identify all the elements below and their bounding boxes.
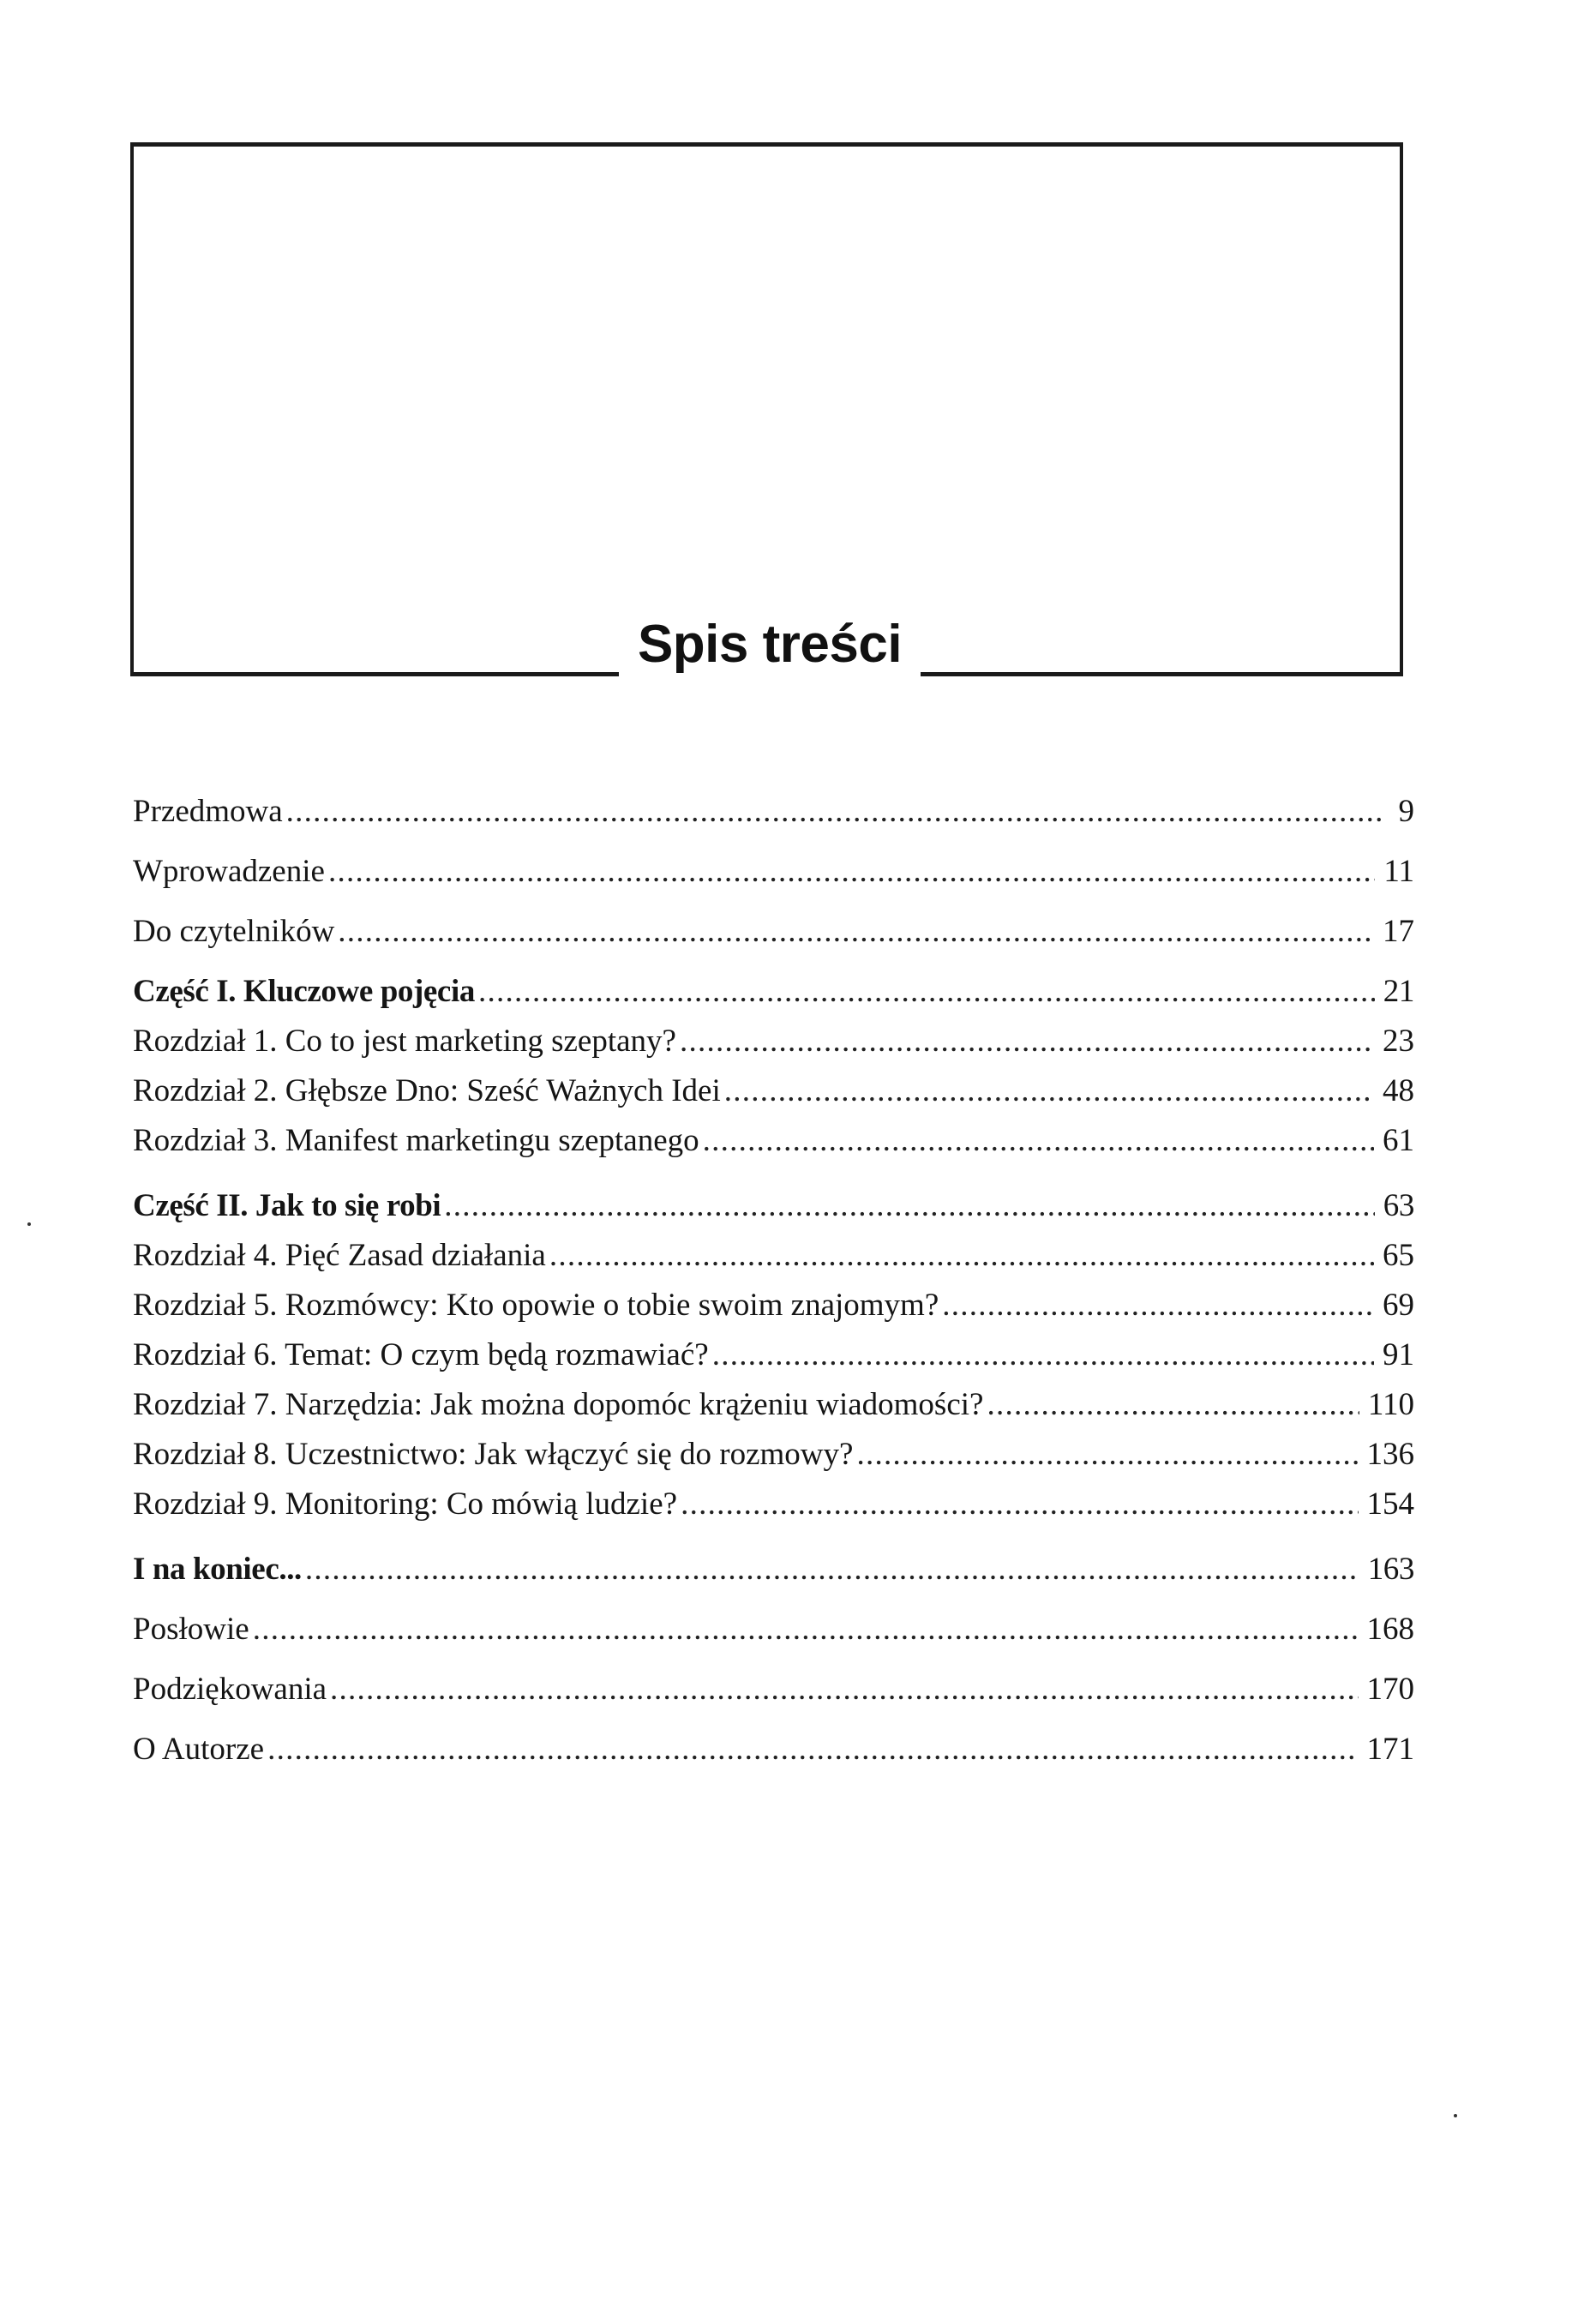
toc-entry-do-czytelnikow[interactable]: [133, 907, 1414, 957]
toc-entry-page: 110: [1367, 1387, 1414, 1422]
toc-entry-label: Rozdział 2. Głębsze Dno: Sześć Ważnych Idei: [133, 1073, 721, 1108]
toc-entry-label: Wprowadzenie: [133, 854, 325, 889]
toc-entry-rozdzial-5[interactable]: [133, 1281, 1414, 1330]
toc-entry-label: Rozdział 6. Temat: O czym będą rozmawiać?: [133, 1337, 709, 1372]
toc-entry-rozdzial-6[interactable]: [133, 1330, 1414, 1380]
page-title: Spis treści: [637, 615, 903, 674]
toc-entry-label: Rozdział 5. Rozmówcy: Kto opowie o tobie swoim znajomym?: [133, 1288, 939, 1323]
dot-leader: [305, 1545, 1359, 1594]
toc-entry-czesc-2[interactable]: [133, 1181, 1414, 1231]
toc-entry-page: 171: [1366, 1732, 1414, 1767]
dot-leader: [253, 1605, 1359, 1654]
dot-leader: [987, 1380, 1359, 1430]
toc-entry-page: 65: [1383, 1238, 1414, 1273]
toc-entry-page: 11: [1383, 854, 1414, 889]
toc-part-label: Część I. Kluczowe pojęcia: [133, 974, 475, 1009]
toc-entry-i-na-koniec[interactable]: [133, 1545, 1414, 1594]
table-of-contents: [133, 787, 1414, 1775]
toc-entry-wprowadzenie[interactable]: [133, 847, 1414, 897]
dot-leader: [267, 1725, 1358, 1775]
title-box-bottom-border-left: [130, 672, 619, 676]
toc-entry-page: 170: [1366, 1672, 1414, 1707]
dot-leader: [724, 1066, 1374, 1116]
toc-entry-rozdzial-4[interactable]: [133, 1231, 1414, 1281]
toc-entry-page: 136: [1366, 1437, 1414, 1472]
dot-leader: [681, 1480, 1358, 1529]
toc-entry-label: Rozdział 1. Co to jest marketing szeptany?: [133, 1024, 676, 1059]
toc-entry-rozdzial-9[interactable]: [133, 1480, 1414, 1529]
toc-entry-label: Rozdział 8. Uczestnictwo: Jak włączyć się do rozmowy?: [133, 1437, 854, 1472]
dot-leader: [338, 907, 1374, 957]
toc-entry-podziekowania[interactable]: [133, 1665, 1414, 1714]
toc-entry-label: Posłowie: [133, 1612, 249, 1647]
scan-speck: [1454, 2114, 1457, 2117]
toc-entry-poslowie[interactable]: [133, 1605, 1414, 1654]
toc-entry-page: 163: [1367, 1552, 1414, 1587]
toc-entry-page: 21: [1383, 974, 1414, 1009]
toc-entry-rozdzial-2[interactable]: [133, 1066, 1414, 1116]
toc-entry-label: O Autorze: [133, 1732, 265, 1767]
dot-leader: [942, 1281, 1374, 1330]
toc-entry-page: 154: [1366, 1486, 1414, 1522]
toc-entry-rozdzial-8[interactable]: [133, 1430, 1414, 1480]
toc-entry-label: Przedmowa: [133, 794, 283, 829]
dot-leader: [444, 1181, 1375, 1231]
toc-entry-o-autorze[interactable]: [133, 1725, 1414, 1775]
toc-entry-page: 9: [1398, 794, 1414, 829]
dot-leader: [330, 1665, 1358, 1714]
dot-leader: [478, 967, 1375, 1017]
toc-part-label: Część II. Jak to się robi: [133, 1188, 441, 1223]
toc-entry-page: 23: [1383, 1024, 1414, 1059]
title-box-top-border: [130, 142, 1403, 147]
toc-entry-label: Podziękowania: [133, 1672, 327, 1707]
toc-entry-page: 168: [1366, 1612, 1414, 1647]
dot-leader: [549, 1231, 1374, 1281]
dot-leader: [680, 1017, 1374, 1066]
toc-part-label: I na koniec...: [133, 1552, 302, 1587]
dot-leader: [286, 787, 1382, 837]
toc-entry-page: 61: [1383, 1123, 1414, 1158]
toc-entry-page: 69: [1383, 1288, 1414, 1323]
dot-leader: [856, 1430, 1358, 1480]
title-box: [130, 142, 1403, 676]
title-box-left-border: [130, 142, 134, 676]
toc-entry-label: Rozdział 9. Monitoring: Co mówią ludzie?: [133, 1486, 678, 1522]
dot-leader: [703, 1116, 1374, 1166]
toc-entry-label: Rozdział 7. Narzędzia: Jak można dopomóc krążeniu wiadomości?: [133, 1387, 984, 1422]
toc-entry-rozdzial-7[interactable]: [133, 1380, 1414, 1430]
title-box-bottom-border-right: [921, 672, 1403, 676]
toc-entry-czesc-1[interactable]: [133, 967, 1414, 1017]
toc-entry-page: 17: [1383, 914, 1414, 949]
toc-entry-przedmowa[interactable]: [133, 787, 1414, 837]
scan-speck: [27, 1222, 31, 1226]
toc-entry-page: 63: [1383, 1188, 1414, 1223]
dot-leader: [328, 847, 1375, 897]
toc-entry-page: 48: [1383, 1073, 1414, 1108]
dot-leader: [712, 1330, 1374, 1380]
toc-entry-label: Rozdział 3. Manifest marketingu szeptanego: [133, 1123, 699, 1158]
toc-entry-page: 91: [1383, 1337, 1414, 1372]
toc-entry-rozdzial-1[interactable]: [133, 1017, 1414, 1066]
toc-entry-rozdzial-3[interactable]: [133, 1116, 1414, 1166]
toc-entry-label: Rozdział 4. Pięć Zasad działania: [133, 1238, 546, 1273]
toc-entry-label: Do czytelników: [133, 914, 335, 949]
title-box-right-border: [1400, 142, 1403, 676]
